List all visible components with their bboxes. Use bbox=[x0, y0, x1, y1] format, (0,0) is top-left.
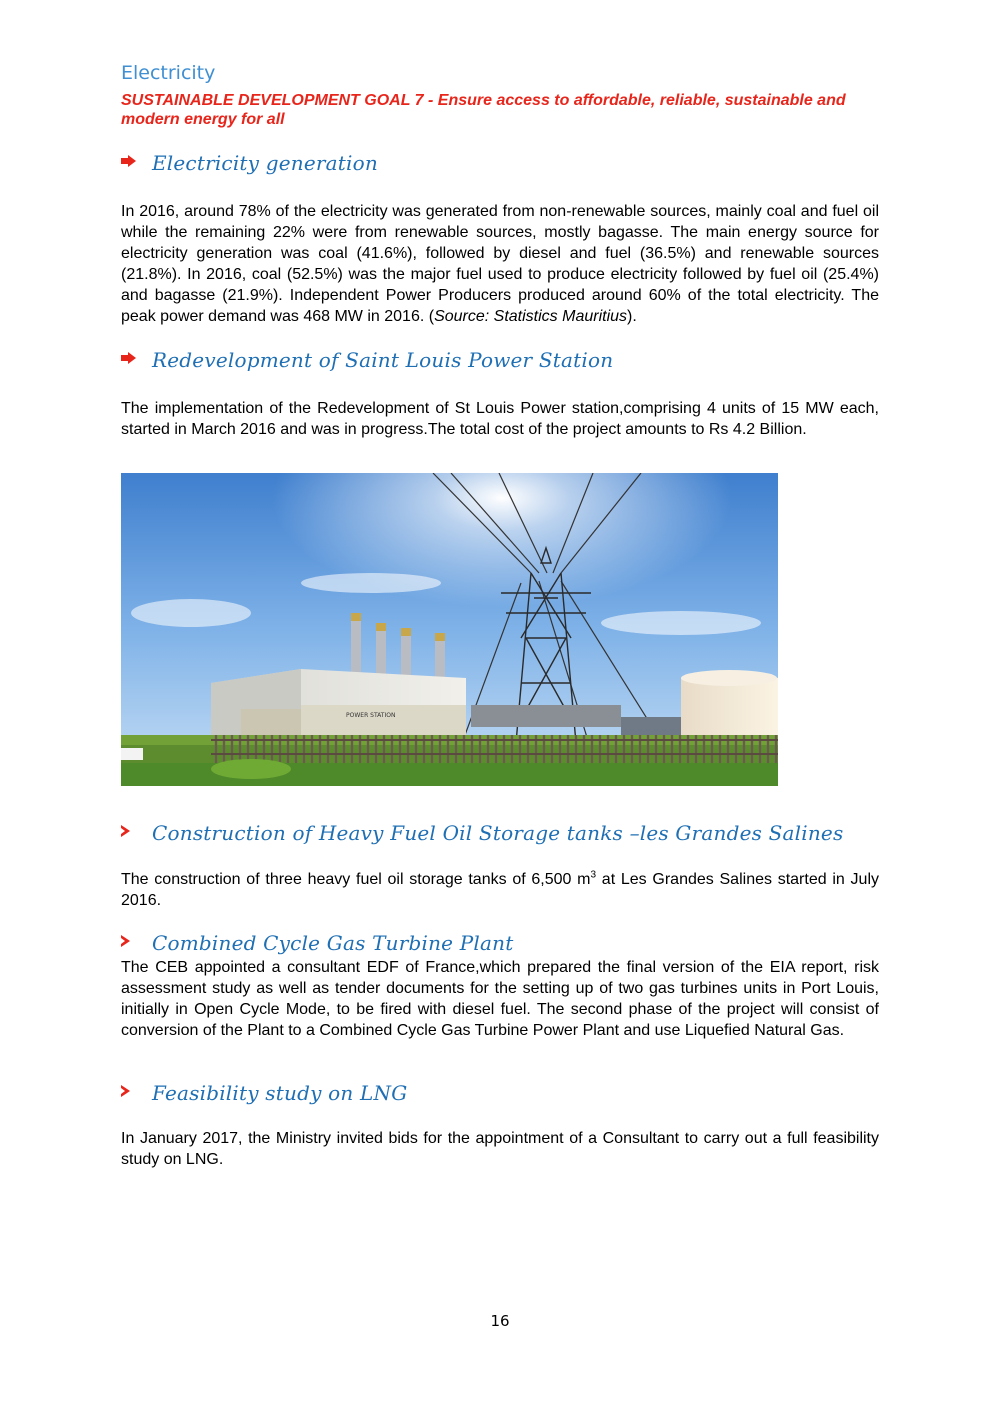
paragraph-hfo-storage bbox=[121, 869, 879, 911]
red-triangle-icon bbox=[121, 1085, 130, 1097]
section-label: Electricity bbox=[121, 62, 216, 84]
paragraph-electricity-generation bbox=[121, 201, 879, 327]
power-station-photo bbox=[121, 473, 778, 786]
paragraph-text-end: at Les Grandes Salines started in July 2016. bbox=[121, 871, 879, 909]
paragraph-text: In 2016, around 78% of the electricity was generated from non-renewable sources, mainly coal and fuel oil while the remaining 22% were from renewable sources, mostly bagasse. The main energy source for electricity generation was coal (41.6%), followed by diesel and fuel (36.5%) and renewable sources (21.8%). In 2016, coal (52.5%) was the major fuel used to produce electricity followed by fuel oil (25.4%) and bagasse (21.9%). Independent Power Producers produced around 60% of the total electricity. The peak power demand was 468 MW in 2016. ( bbox=[121, 203, 879, 325]
heading-text: Feasibility study on LNG bbox=[152, 1081, 408, 1105]
paragraph-text-end: ). bbox=[627, 308, 637, 325]
heading-hfo-storage bbox=[121, 821, 843, 845]
heading-text: Construction of Heavy Fuel Oil Storage tanks –les Grandes Salines bbox=[152, 821, 844, 845]
heading-text: Electricity generation bbox=[152, 151, 378, 175]
paragraph-ccgt: The CEB appointed a consultant EDF of France,which prepared the final version of the EIA report, risk assessment study as well as tender documents for the setting up of two gas turbines units in Port Louis, initially in Open Cycle Mode, to be fired with diesel fuel. The second phase of the project will consist of conversion of the Plant to a Combined Cycle Gas Turbine Power Plant and use Liquefied Natural Gas. bbox=[121, 959, 879, 1039]
superscript: 3 bbox=[590, 869, 597, 881]
heading-lng-feasibility bbox=[121, 1081, 407, 1105]
red-triangle-icon bbox=[121, 825, 130, 837]
source-citation: Source: Statistics Mauritius bbox=[434, 308, 628, 325]
heading-ccgt bbox=[121, 931, 513, 955]
paragraph-text: The construction of three heavy fuel oil storage tanks of 6,500 m bbox=[121, 871, 591, 888]
red-arrow-icon bbox=[121, 155, 135, 167]
heading-saint-louis bbox=[121, 348, 613, 372]
page-number: 16 bbox=[490, 1312, 510, 1330]
heading-electricity-generation bbox=[121, 151, 378, 175]
stack-sign: POWER STATION bbox=[346, 712, 396, 719]
sdg-goal-line: SUSTAINABLE DEVELOPMENT GOAL 7 - Ensure access to affordable, reliable, sustainable and modern energy for all bbox=[121, 92, 846, 128]
paragraph-lng-feasibility: In January 2017, the Ministry invited bids for the appointment of a Consultant to carry out a full feasibility study on LNG. bbox=[121, 1130, 879, 1168]
heading-text: Redevelopment of Saint Louis Power Station bbox=[152, 348, 614, 372]
red-triangle-icon bbox=[121, 935, 130, 947]
paragraph-saint-louis: The implementation of the Redevelopment of St Louis Power station,comprising 4 units of 15 MW each, started in March 2016 and was in progress.The total cost of the project amounts to Rs 4.2 Billion. bbox=[121, 400, 879, 438]
heading-text: Combined Cycle Gas Turbine Plant bbox=[152, 931, 514, 955]
red-arrow-icon bbox=[121, 352, 135, 364]
